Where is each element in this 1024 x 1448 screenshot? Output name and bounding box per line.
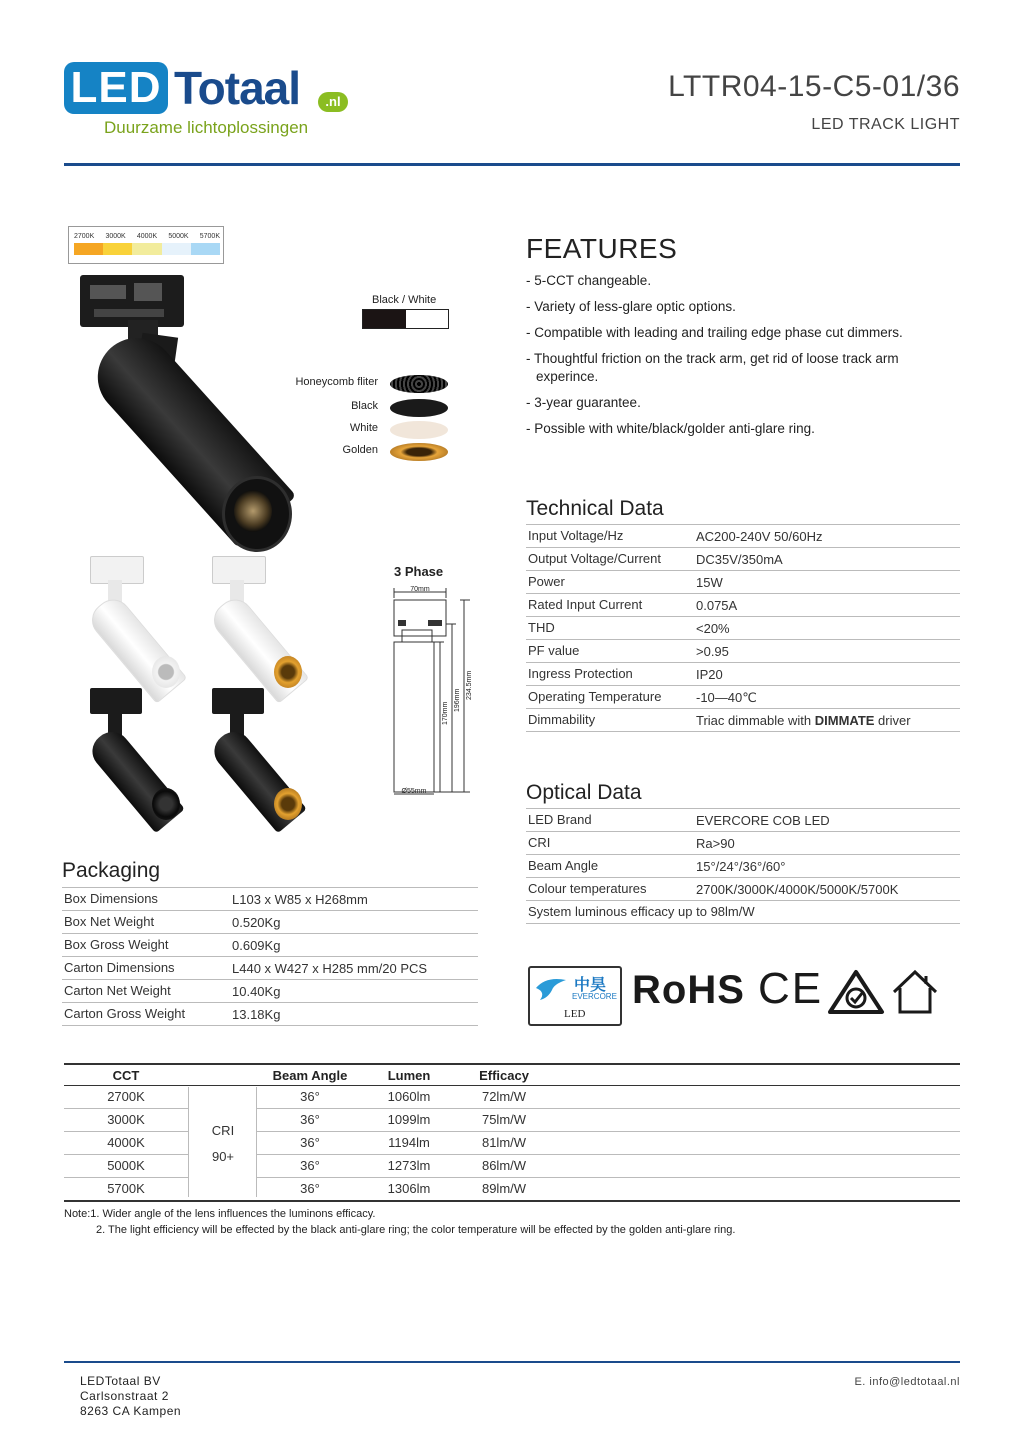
feature-item: - Variety of less-glare optic options. bbox=[526, 298, 956, 316]
cct-label: 3000K bbox=[105, 233, 126, 240]
footer-address bbox=[80, 1374, 181, 1419]
table-row bbox=[526, 878, 960, 901]
technical-table bbox=[526, 524, 960, 732]
feature-item: - Possible with white/black/golder anti-glare ring. bbox=[526, 420, 956, 438]
table-row bbox=[526, 832, 960, 855]
row-key: Output Voltage/Current bbox=[528, 551, 661, 566]
row-key: Carton Dimensions bbox=[64, 960, 175, 975]
product-code: LTTR04-15-C5-01/36 bbox=[668, 70, 960, 103]
cct-label: 5000K bbox=[168, 233, 189, 240]
optical-table bbox=[526, 808, 960, 924]
header-lumen: Lumen bbox=[387, 1068, 431, 1083]
table-row bbox=[526, 663, 960, 686]
logo-led-block: LED bbox=[64, 62, 168, 114]
dim-diameter-label: Ø55mm bbox=[401, 788, 427, 795]
evercore-cn: 中昊 bbox=[574, 977, 607, 994]
row-value: EVERCORE COB LED bbox=[696, 813, 830, 828]
table-row bbox=[62, 934, 478, 957]
features-title: FEATURES bbox=[526, 233, 678, 264]
row-key: Operating Temperature bbox=[528, 689, 662, 704]
feature-item: - Thoughtful friction on the track arm, get rid of loose track arm experince. bbox=[526, 350, 956, 386]
table-row bbox=[526, 571, 960, 594]
cell-lumen: 1099lm bbox=[387, 1112, 431, 1127]
cri-number: 90+ bbox=[211, 1149, 235, 1164]
row-key: Colour temperatures bbox=[528, 881, 647, 896]
evercore-bird-icon bbox=[534, 974, 568, 1002]
row-value: >0.95 bbox=[696, 644, 729, 659]
row-key: PF value bbox=[528, 643, 580, 658]
cct-swatch bbox=[74, 243, 103, 255]
row-value: 2700K/3000K/4000K/5000K/5700K bbox=[696, 882, 899, 897]
ring-label: Golden bbox=[342, 444, 378, 456]
row-value: L103 x W85 x H268mm bbox=[232, 892, 368, 907]
dimmability-text: Triac dimmable with bbox=[696, 713, 812, 728]
logo-totaal-text: Totaal bbox=[174, 62, 301, 114]
row-value: -10—40℃ bbox=[696, 690, 757, 705]
cct-label: 2700K bbox=[74, 233, 95, 240]
thumb-black-golden-ring bbox=[204, 688, 314, 818]
ring-label: Black bbox=[351, 400, 378, 412]
cell-cct: 5700K bbox=[107, 1181, 145, 1196]
product-type: LED TRACK LIGHT bbox=[811, 116, 960, 133]
evercore-en: EVERCORE bbox=[572, 992, 617, 1001]
cell-cct: 5000K bbox=[107, 1158, 145, 1173]
finish-swatch bbox=[362, 309, 449, 329]
feature-item: - 3-year guarantee. bbox=[526, 394, 956, 412]
row-key: Beam Angle bbox=[528, 858, 599, 873]
row-key: Dimmability bbox=[528, 712, 596, 727]
row-key: THD bbox=[528, 620, 555, 635]
cell-lumen: 1060lm bbox=[387, 1089, 431, 1104]
row-key: Box Gross Weight bbox=[64, 937, 169, 952]
rcm-triangle-icon bbox=[826, 968, 886, 1016]
ring-label: Honeycomb fliter bbox=[295, 376, 378, 388]
cri-label: CRI bbox=[211, 1123, 235, 1138]
cell-efficacy: 89lm/W bbox=[481, 1181, 527, 1196]
note-2: 2. The light efficiency will be effected by the black anti-glare ring; the color temperature will be effected by the golden anti-glare ring. bbox=[96, 1224, 736, 1236]
cct-swatch bbox=[162, 243, 191, 255]
row-key: CRI bbox=[528, 835, 551, 850]
dim-196-label: 196mm bbox=[454, 688, 461, 712]
cell-lumen: 1273lm bbox=[387, 1158, 431, 1173]
evercore-led: LED bbox=[564, 1008, 586, 1020]
cell-beam: 36° bbox=[300, 1181, 320, 1196]
row-key: Rated Input Current bbox=[528, 597, 643, 612]
table-row bbox=[526, 640, 960, 663]
cell-lumen: 1306lm bbox=[387, 1181, 431, 1196]
row-value: AC200-240V 50/60Hz bbox=[696, 529, 823, 544]
table-row bbox=[526, 548, 960, 571]
cell-efficacy: 81lm/W bbox=[481, 1135, 527, 1150]
row-value bbox=[696, 713, 911, 728]
packaging-table bbox=[62, 887, 478, 1026]
table-row bbox=[526, 855, 960, 878]
row-value: 15°/24°/36°/60° bbox=[696, 859, 786, 874]
header-divider bbox=[64, 163, 960, 166]
footer-street: Carlsonstraat 2 bbox=[80, 1389, 169, 1403]
row-value: 13.18Kg bbox=[232, 1007, 281, 1022]
cell-efficacy: 86lm/W bbox=[481, 1158, 527, 1173]
cct-swatch bbox=[191, 243, 220, 255]
cct-swatch bbox=[103, 243, 132, 255]
cell-beam: 36° bbox=[300, 1135, 320, 1150]
ring-swatch bbox=[390, 399, 448, 417]
table-row bbox=[526, 808, 960, 832]
row-value: IP20 bbox=[696, 667, 723, 682]
dimmability-tail: driver bbox=[874, 713, 911, 728]
cct-labels bbox=[74, 233, 220, 240]
header-efficacy: Efficacy bbox=[479, 1068, 529, 1083]
indoor-use-house-icon bbox=[890, 968, 940, 1016]
drawing-body bbox=[394, 642, 434, 792]
cell-cct: 3000K bbox=[107, 1112, 145, 1127]
feature-item: - 5-CCT changeable. bbox=[526, 272, 956, 290]
row-value: Ra>90 bbox=[696, 836, 735, 851]
table-row bbox=[62, 980, 478, 1003]
note-1: Note:1. Wider angle of the lens influences the luminons efficacy. bbox=[64, 1208, 376, 1220]
footer-city: 8263 CA Kampen bbox=[80, 1404, 182, 1418]
row-key: Carton Gross Weight bbox=[64, 1006, 186, 1021]
cri-value bbox=[190, 1118, 256, 1170]
cri-divider-right bbox=[256, 1087, 257, 1197]
table-row bbox=[62, 887, 478, 911]
perf-table-header bbox=[64, 1065, 960, 1086]
row-key: Carton Net Weight bbox=[64, 983, 171, 998]
thumb-black-black-ring bbox=[82, 688, 192, 818]
header-beam: Beam Angle bbox=[272, 1068, 348, 1083]
footer-divider bbox=[64, 1361, 960, 1363]
row-value: 15W bbox=[696, 575, 723, 590]
optical-title: Optical Data bbox=[526, 781, 642, 804]
row-key: System luminous efficacy up to 98lm/W bbox=[528, 904, 755, 919]
evercore-logo bbox=[528, 966, 622, 1026]
row-value: L440 x W427 x H285 mm/20 PCS bbox=[232, 961, 428, 976]
cell-efficacy: 75lm/W bbox=[481, 1112, 527, 1127]
logo-tagline: Duurzame lichtoplossingen bbox=[104, 118, 309, 137]
ring-label: White bbox=[349, 422, 378, 434]
drawing-title: 3 Phase bbox=[394, 564, 444, 579]
cct-swatch bbox=[132, 243, 161, 255]
row-key: Box Dimensions bbox=[64, 891, 158, 906]
dimension-drawing bbox=[384, 580, 494, 800]
finish-label: Black / White bbox=[372, 294, 437, 306]
ring-swatch bbox=[390, 443, 448, 461]
cell-lumen: 1194lm bbox=[388, 1135, 430, 1150]
table-row bbox=[62, 957, 478, 980]
dim-234-label: 234.5mm bbox=[466, 670, 473, 700]
thumb-white-white-ring bbox=[82, 556, 192, 686]
packaging-title: Packaging bbox=[62, 859, 161, 882]
row-value: 0.609Kg bbox=[232, 938, 281, 953]
cell-cct: 2700K bbox=[107, 1089, 145, 1104]
notes bbox=[64, 1206, 735, 1238]
dim-width-label: 70mm bbox=[410, 586, 430, 593]
row-value: DC35V/350mA bbox=[696, 552, 783, 567]
dim-170-label: 170mm bbox=[442, 701, 449, 725]
table-row bbox=[526, 901, 960, 924]
table-row bbox=[526, 524, 960, 548]
features-list bbox=[526, 272, 956, 446]
cct-label: 5700K bbox=[199, 233, 220, 240]
table-row bbox=[526, 594, 960, 617]
footer-email[interactable]: E. info@ledtotaal.nl bbox=[854, 1376, 960, 1388]
table-row bbox=[526, 709, 960, 732]
row-key: Box Net Weight bbox=[64, 914, 155, 929]
ring-option bbox=[260, 398, 450, 418]
row-value: <20% bbox=[696, 621, 730, 636]
row-key: Input Voltage/Hz bbox=[528, 528, 624, 543]
cct-label: 4000K bbox=[136, 233, 158, 240]
header-cct: CCT bbox=[112, 1068, 140, 1083]
row-key: Power bbox=[528, 574, 565, 589]
ring-swatch bbox=[390, 375, 448, 393]
ring-swatch bbox=[390, 421, 448, 439]
ring-option bbox=[260, 420, 450, 440]
footer-company: LEDTotaal BV bbox=[80, 1374, 161, 1388]
cell-beam: 36° bbox=[300, 1112, 320, 1127]
ce-mark: CE bbox=[758, 964, 824, 1013]
product-lens bbox=[234, 490, 272, 532]
cell-beam: 36° bbox=[300, 1089, 320, 1104]
dimmate-brand: DIMMATE bbox=[814, 713, 875, 728]
table-row bbox=[62, 911, 478, 934]
cell-beam: 36° bbox=[300, 1158, 320, 1173]
technical-title: Technical Data bbox=[526, 497, 664, 520]
cct-bars bbox=[74, 243, 220, 255]
row-value: 0.520Kg bbox=[232, 915, 281, 930]
row-value: 10.40Kg bbox=[232, 984, 281, 999]
row-value: 0.075A bbox=[696, 598, 738, 613]
cell-cct: 4000K bbox=[107, 1135, 145, 1150]
rohs-mark: RoHS bbox=[632, 968, 745, 1012]
table-row bbox=[62, 1003, 478, 1026]
ring-option bbox=[260, 374, 450, 394]
table-row bbox=[526, 686, 960, 709]
table-row bbox=[526, 617, 960, 640]
thumb-white-golden-ring bbox=[204, 556, 314, 686]
ring-option bbox=[260, 442, 450, 462]
row-key: Ingress Protection bbox=[528, 666, 633, 681]
feature-item: - Compatible with leading and trailing edge phase cut dimmers. bbox=[526, 324, 956, 342]
row-key: LED Brand bbox=[528, 812, 592, 827]
logo-nl-badge: .nl bbox=[318, 92, 348, 112]
cell-efficacy: 72lm/W bbox=[481, 1089, 527, 1104]
